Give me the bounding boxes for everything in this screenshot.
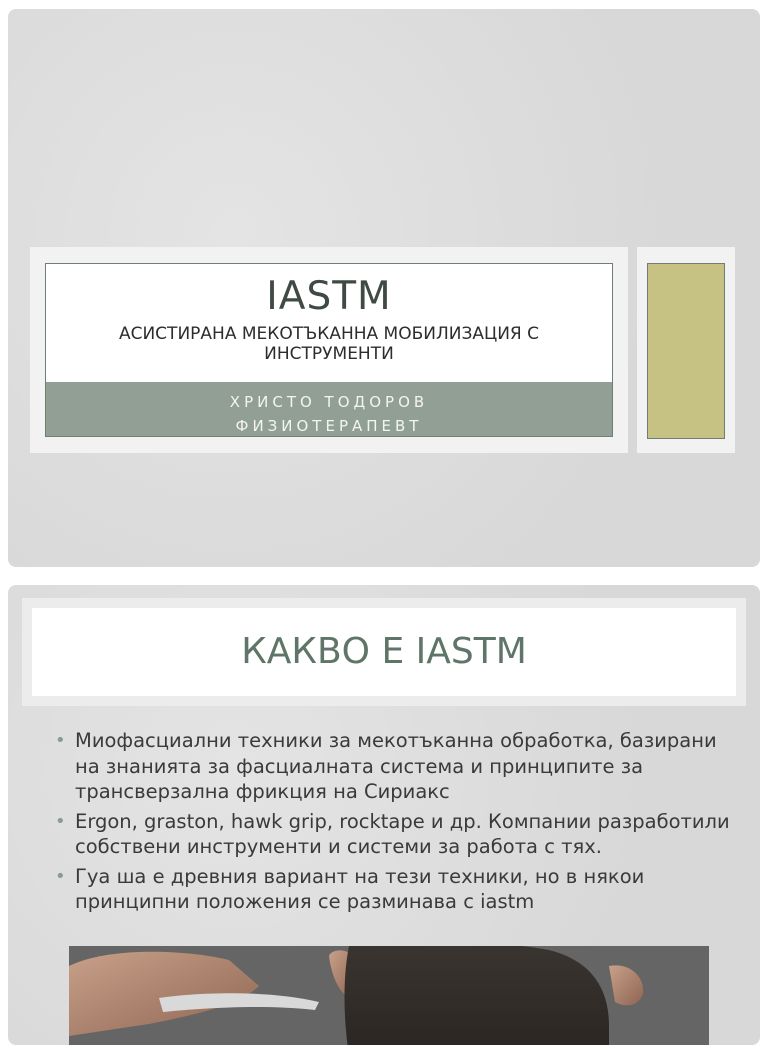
presentation-title: IASTM [266, 274, 392, 319]
content-slide [8, 585, 760, 1045]
author-band [46, 382, 612, 436]
list-item [55, 728, 745, 805]
slide-heading: КАКВО Е IASTM [241, 631, 527, 672]
bullet-text: Гуа ша е древния вариант на тези техники, но в някои принципни положения се разминава с iastm [75, 864, 645, 913]
bullet-icon: • [55, 865, 66, 887]
author-role: ФИЗИОТЕРАПЕВТ [235, 417, 423, 435]
title-slide [8, 9, 760, 567]
title-frame [30, 247, 628, 453]
accent-frame [637, 247, 735, 453]
author-name: ХРИСТО ТОДОРОВ [229, 393, 429, 411]
bullet-icon: • [55, 730, 66, 751]
photo-illustration [69, 946, 709, 1045]
heading-frame [22, 598, 746, 706]
therapy-photo [69, 946, 709, 1045]
heading-box [32, 608, 736, 696]
bullet-text: Миофасциални техники за мекотъканна обработка, базирани на знанията за фасциалната система и принципите за трансверзална фрикция на Сириакс [75, 729, 717, 803]
list-item [55, 864, 745, 915]
bullet-text: Ergon, graston, hawk grip, rocktape и др. Компании разработили собствени инструменти и системи за работа с тях. [75, 809, 730, 858]
presentation-subtitle: АСИСТИРАНА МЕКОТЪКАННА МОБИЛИЗАЦИЯ С ИНСТРУМЕНТИ [118, 324, 540, 364]
list-item [55, 809, 745, 860]
accent-block [647, 263, 725, 439]
title-box [45, 263, 613, 437]
bullet-icon: • [55, 810, 66, 832]
bullet-list [55, 728, 745, 919]
